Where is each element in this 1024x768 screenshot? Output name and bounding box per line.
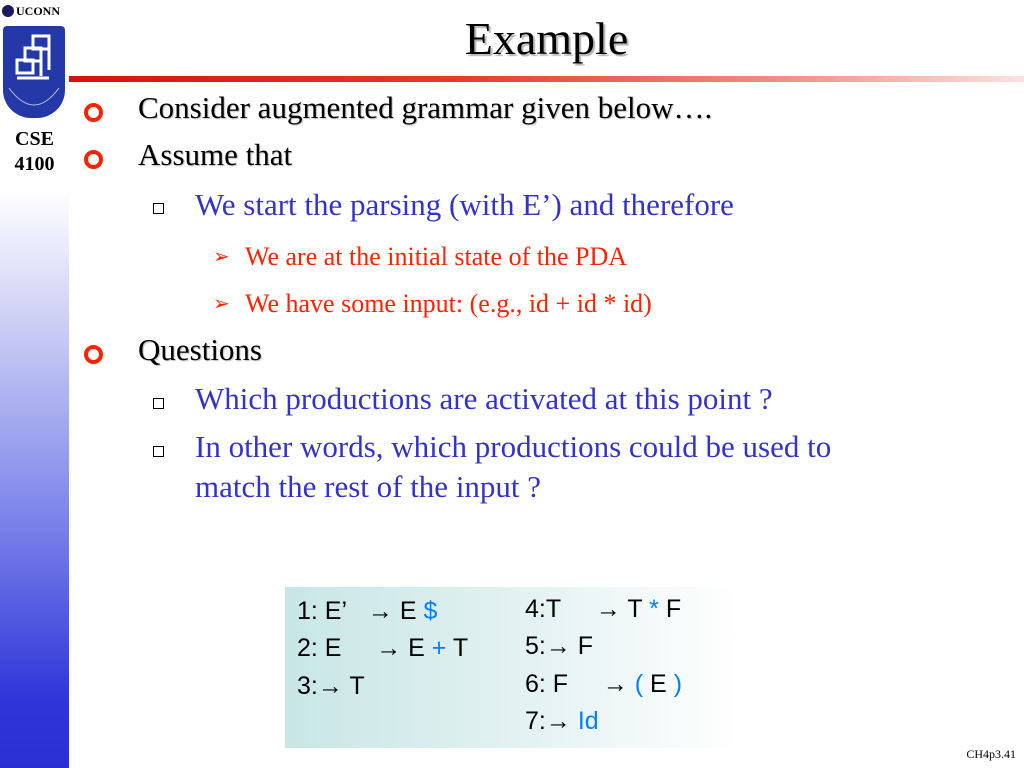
ring-bullet-icon xyxy=(84,103,103,122)
production-5 xyxy=(525,632,593,661)
bullet-item: We start the parsing (with E’) and therefore xyxy=(195,187,734,222)
production-terminal: * xyxy=(649,595,659,623)
ring-bullet-icon xyxy=(84,150,103,169)
production-rhs: → T xyxy=(595,595,643,623)
bullet-item: Consider augmented grammar given below…. xyxy=(138,90,713,125)
production-rhs: → xyxy=(602,670,628,698)
title-divider xyxy=(69,76,1024,82)
bullet-item: We are at the initial state of the PDA xyxy=(245,242,628,271)
production-1 xyxy=(297,597,437,626)
production-symbol: F xyxy=(665,595,682,623)
production-terminal: $ xyxy=(423,597,438,625)
arrow-bullet-icon: ➢ xyxy=(213,291,230,315)
arrow-bullet-icon: ➢ xyxy=(213,244,230,268)
production-number: 7: xyxy=(525,707,546,735)
course-code xyxy=(0,127,69,177)
production-rhs: → T xyxy=(317,672,365,700)
production-number: 4:T xyxy=(525,595,562,623)
grammar-box xyxy=(285,587,740,748)
production-number: 1: E’ xyxy=(297,597,348,625)
production-number: 6: F xyxy=(525,670,569,698)
production-rhs: → E xyxy=(376,634,425,662)
production-rhs: → F xyxy=(545,632,594,660)
course-code-line2: 4100 xyxy=(14,153,55,175)
institution-name: UCONN xyxy=(16,3,60,18)
uconn-logo xyxy=(2,2,68,20)
bullet-item: We have some input: (e.g., id + id * id) xyxy=(245,289,652,318)
production-4 xyxy=(525,595,681,624)
production-symbol: T xyxy=(452,634,469,662)
production-rhs: → xyxy=(545,707,571,735)
production-6 xyxy=(525,670,682,699)
uconn-seal-icon xyxy=(2,5,14,17)
production-rhs: → E xyxy=(367,597,417,625)
course-code-line1: CSE xyxy=(15,128,54,150)
production-number: 2: E xyxy=(297,634,342,662)
square-bullet-icon xyxy=(153,203,164,214)
slide-number: CH4p3.41 xyxy=(966,747,1016,761)
bullet-item: In other words, which productions could be used to xyxy=(195,429,832,464)
production-number: 3: xyxy=(297,672,318,700)
square-bullet-icon xyxy=(153,398,164,409)
production-symbol: E xyxy=(650,670,667,698)
production-2 xyxy=(297,634,468,663)
cse-department-logo xyxy=(3,26,65,118)
slide-title: Example xyxy=(464,13,629,64)
square-bullet-icon xyxy=(153,446,164,457)
ring-bullet-icon xyxy=(84,345,103,364)
production-terminal: ) xyxy=(673,670,683,698)
production-terminal: ( xyxy=(634,670,644,698)
production-number: 5: xyxy=(525,632,546,660)
network-computers-icon xyxy=(3,26,65,118)
production-3 xyxy=(297,672,365,701)
bullet-item: Questions xyxy=(138,332,262,367)
production-terminal: Id xyxy=(577,707,599,735)
production-terminal: + xyxy=(431,634,447,662)
bullet-item-continuation: match the rest of the input ? xyxy=(195,469,542,504)
production-7 xyxy=(525,707,599,736)
bullet-item: Which productions are activated at this point ? xyxy=(195,381,773,416)
sidebar xyxy=(0,0,69,768)
bullet-item: Assume that xyxy=(138,137,293,172)
